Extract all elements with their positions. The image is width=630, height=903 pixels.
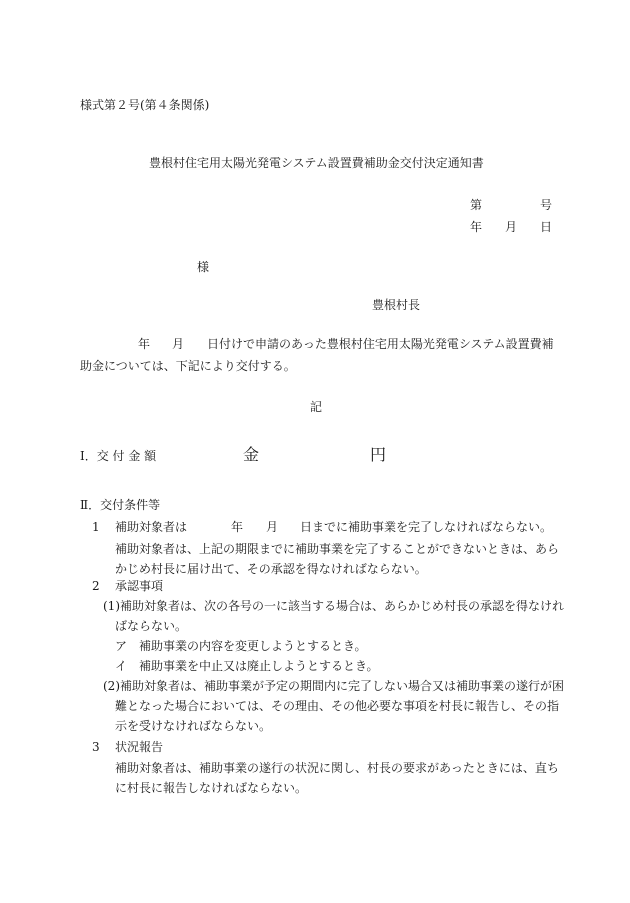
form-label: 様式第２号(第４条関係) [80, 98, 210, 112]
document-title: 豊根村住宅用太陽光発電システム設置費補助金交付決定通知書 [149, 156, 484, 170]
body-year: 年 [138, 337, 151, 351]
date-month: 月 [505, 220, 518, 234]
item-1-para-line-2: かじめ村長に届け出て、その承認を得なければならない。 [115, 562, 427, 576]
item-2-sub-2-line-3: 示を受けなければならない。 [115, 719, 272, 733]
body-line-2: 助金については、下記により交付する。 [80, 359, 296, 373]
item-3-title: 状況報告 [115, 740, 164, 754]
item-2-sub-2-line-2: 難となった場合においては、その理由、その他必要な事項を村長に報告し、その指 [115, 699, 560, 713]
section-1-label: Ⅰ．交 付 金 額 [80, 449, 157, 463]
ref-no-dai: 第 [470, 198, 483, 212]
item-3-para-line-2: に村長に報告しなければならない。 [115, 781, 308, 795]
item-3-num: 3 [92, 740, 100, 754]
amount-en: 円 [370, 445, 387, 464]
item-2-a: ア 補助事業の内容を変更しようとするとき。 [115, 639, 367, 653]
item-1-year: 年 [231, 520, 244, 534]
body-month: 月 [172, 337, 185, 351]
section-2-label: Ⅱ．交付条件等 [80, 498, 161, 512]
ki-heading: 記 [310, 400, 323, 414]
item-2-sub-1-line-2: ばならない。 [115, 619, 188, 633]
ref-no-go: 号 [540, 198, 553, 212]
recipient-sama: 様 [197, 260, 210, 274]
date-year: 年 [470, 220, 483, 234]
item-2-sub-2-line-1: (2)補助対象者は、補助事業が予定の期間内に完了しない場合又は補助事業の遂行が困 [103, 679, 565, 693]
item-1-para-line-1: 補助対象者は、上記の期限までに補助事業を完了することができないときは、あら [115, 542, 560, 556]
item-1-month: 月 [266, 520, 279, 534]
item-3-para-line-1: 補助対象者は、補助事業の遂行の状況に関し、村長の要求があったときには、直ち [115, 761, 559, 775]
item-1-head: 補助対象者は [115, 520, 188, 534]
item-2-sub-1-line-1: (1)補助対象者は、次の各号の一に該当する場合は、あらかじめ村長の承認を得なけれ [103, 599, 565, 613]
item-2-num: 2 [92, 579, 100, 593]
item-2-i: イ 補助事業を中止又は廃止しようとするとき。 [115, 659, 379, 673]
item-1-rest: 日までに補助事業を完了しなければならない。 [300, 520, 553, 534]
issuer: 豊根村長 [372, 298, 421, 312]
amount-kin: 金 [243, 445, 260, 464]
item-1-num: 1 [92, 520, 100, 534]
date-day: 日 [540, 220, 553, 234]
body-line-1: 日付けで申請のあった豊根村住宅用太陽光発電システム設置費補 [207, 337, 554, 351]
item-2-title: 承認事項 [115, 579, 164, 593]
